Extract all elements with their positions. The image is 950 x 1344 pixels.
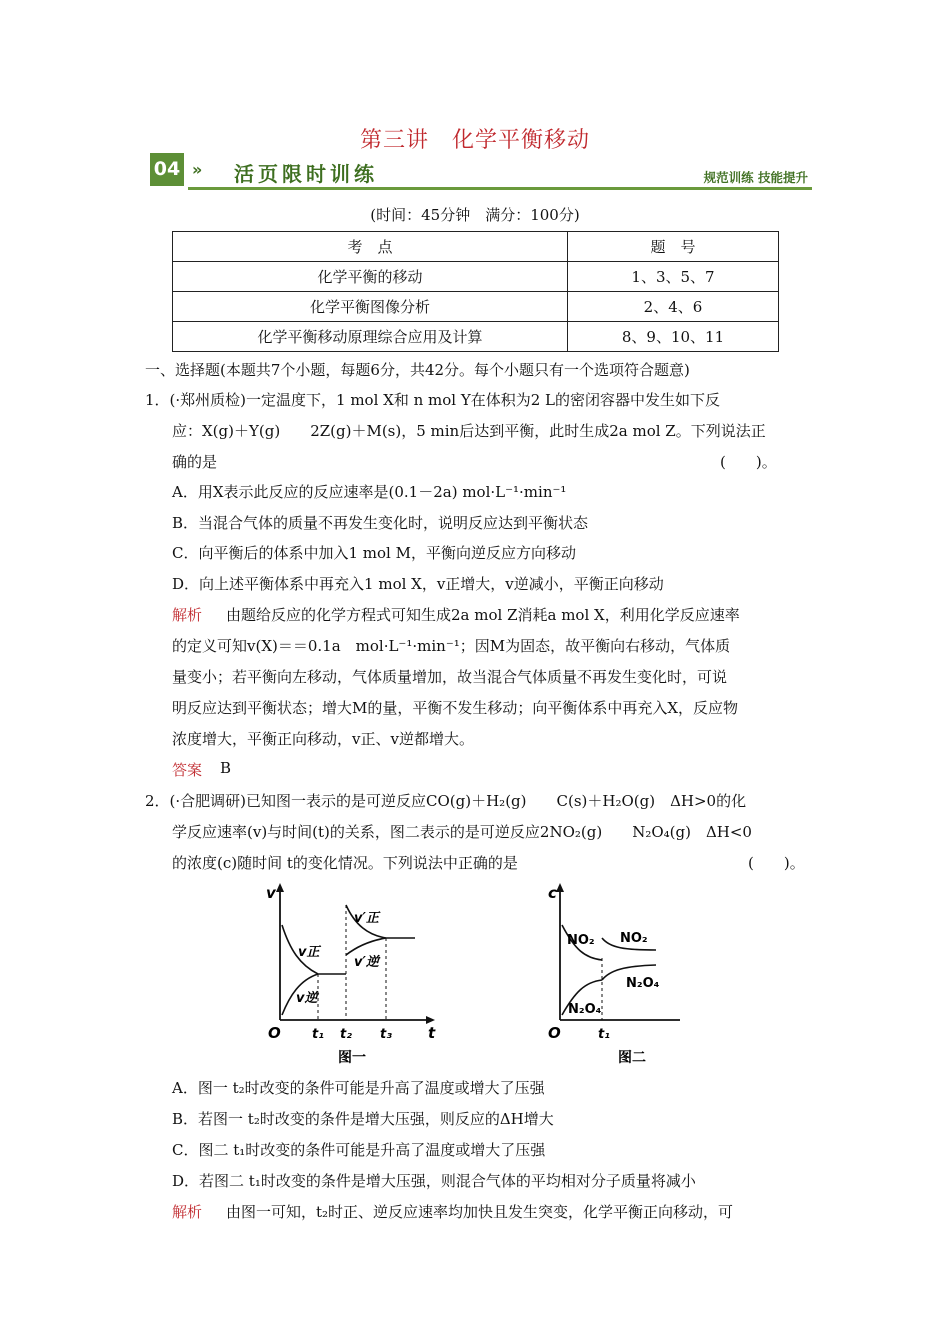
series-label: N₂O₄ [626, 976, 660, 991]
y-axis-label: c [548, 884, 557, 902]
v-reverse-prime-curve [346, 938, 386, 955]
section-heading: 一、选择题(本题共7个小题，每题6分，共42分。每个小题只有一个选项符合题意) [145, 361, 690, 379]
topic-table [172, 231, 779, 352]
series-label: v′逆 [354, 955, 379, 970]
table-cell: 化学平衡的移动 [173, 262, 568, 292]
series-label: v′正 [354, 911, 379, 926]
analysis-label: 解析 [172, 1203, 203, 1221]
q1-stem-line: 应：X(g)＋Y(g) 2Z(g)＋M(s)，5 min后达到平衡，此时生成2a mol Z。下列说法正 [172, 422, 766, 440]
tick-label: t₁ [598, 1027, 610, 1042]
axis-arrow-icon [426, 1016, 435, 1024]
table-row [173, 322, 779, 352]
analysis-text: 由题给反应的化学方程式可知生成2a mol Z消耗a mol X，利用化学反应速率 [226, 606, 740, 624]
analysis-label: 解析 [172, 606, 203, 624]
figure-caption: 图一 [338, 1050, 366, 1065]
q1-stem-line: 确的是 [172, 453, 218, 471]
analysis-text: 明反应达到平衡状态；增大M的量，平衡不发生移动；向平衡体系中再充入X，反应物 [172, 699, 739, 717]
series-label: NO₂ [567, 933, 595, 948]
figure-one [266, 883, 436, 1065]
table-header-row [173, 232, 779, 262]
analysis-text: 由图一可知，t₂时正、逆反应速率均加快且发生突变，化学平衡正向移动，可 [226, 1203, 734, 1221]
table-cell: 8、9、10、11 [568, 322, 779, 352]
answer-bracket: ( )。 [720, 453, 777, 471]
option-c: C．向平衡后的体系中加入1 mol M，平衡向逆反应方向移动 [172, 544, 576, 562]
tick-label: t₃ [380, 1027, 392, 1042]
section-banner [150, 153, 812, 189]
table-cell: 1、3、5、7 [568, 262, 779, 292]
y-axis-label: v [266, 884, 276, 902]
table-header: 考 点 [173, 232, 568, 262]
q2-stem-line: 的浓度(c)随时间 t的变化情况。下列说法中正确的是 [172, 854, 518, 872]
option-d: D．向上述平衡体系中再充入1 mol X，v正增大，v逆减小，平衡正向移动 [172, 575, 664, 593]
series-label: N₂O₄ [568, 1002, 602, 1017]
analysis-text: 量变小；若平衡向左移动，气体质量增加，故当混合气体质量不再发生变化时，可说 [172, 668, 728, 686]
axis-arrow-icon [276, 883, 284, 892]
banner-subtitle: 规范训练 技能提升 [703, 170, 808, 185]
chevron-icon: » [192, 160, 203, 179]
table-row [173, 262, 779, 292]
series-label: NO₂ [620, 931, 648, 946]
figure-two [548, 883, 680, 1065]
q1-stem-line: 1．(·郑州质检)一定温度下，1 mol X和 n mol Y在体积为2 L的密闭容器中发生如下反 [145, 391, 721, 409]
table-row [173, 292, 779, 322]
series-label: v正 [298, 945, 320, 960]
page-title: 第三讲 化学平衡移动 [359, 128, 590, 153]
origin-label: O [268, 1024, 281, 1042]
figure-caption: 图二 [618, 1050, 646, 1065]
option-b: B．当混合气体的质量不再发生变化时，说明反应达到平衡状态 [172, 514, 589, 532]
origin-label: O [548, 1024, 561, 1042]
option-a: A．图一 t₂时改变的条件可能是升高了温度或增大了压强 [172, 1079, 545, 1097]
axis-arrow-icon [556, 883, 564, 892]
q2-stem-line: 学反应速率(v)与时间(t)的关系，图二表示的是可逆反应2NO₂(g) N₂O₄(g) ΔH<0 [172, 823, 752, 841]
answer-bracket: ( )。 [748, 854, 805, 872]
reaction-figures [260, 880, 680, 1065]
table-cell: 化学平衡图像分析 [173, 292, 568, 322]
table-cell: 2、4、6 [568, 292, 779, 322]
table-header: 题 号 [568, 232, 779, 262]
option-b: B．若图一 t₂时改变的条件是增大压强，则反应的ΔH增大 [172, 1110, 554, 1128]
answer-value: B [220, 759, 232, 777]
section-badge: 04 [150, 153, 184, 186]
analysis-text: 浓度增大，平衡正向移动，v正、v逆都增大。 [172, 730, 474, 748]
option-a: A．用X表示此反应的反应速率是(0.1－2a) mol·L⁻¹·min⁻¹ [172, 483, 567, 501]
exam-meta: (时间：45分钟 满分：100分) [370, 206, 580, 224]
analysis-text: 的定义可知v(X)＝＝0.1a mol·L⁻¹·min⁻¹；因M为固态，故平衡向右移动，气体质 [172, 637, 731, 655]
q2-stem-line: 2．(·合肥调研)已知图一表示的是可逆反应CO(g)＋H₂(g) C(s)＋H₂O(g) ΔH>0的化 [145, 792, 747, 810]
tick-label: t₁ [312, 1027, 324, 1042]
x-axis-label: t [428, 1024, 436, 1042]
series-label: v逆 [296, 991, 318, 1006]
option-d: D．若图二 t₁时改变的条件是增大压强，则混合气体的平均相对分子质量将减小 [172, 1172, 696, 1190]
tick-label: t₂ [340, 1027, 352, 1042]
answer-label: 答案 [172, 761, 203, 779]
banner-divider [188, 187, 812, 190]
option-c: C．图二 t₁时改变的条件可能是升高了温度或增大了压强 [172, 1141, 546, 1159]
banner-title: 活页限时训练 [234, 162, 378, 186]
table-cell: 化学平衡移动原理综合应用及计算 [173, 322, 568, 352]
